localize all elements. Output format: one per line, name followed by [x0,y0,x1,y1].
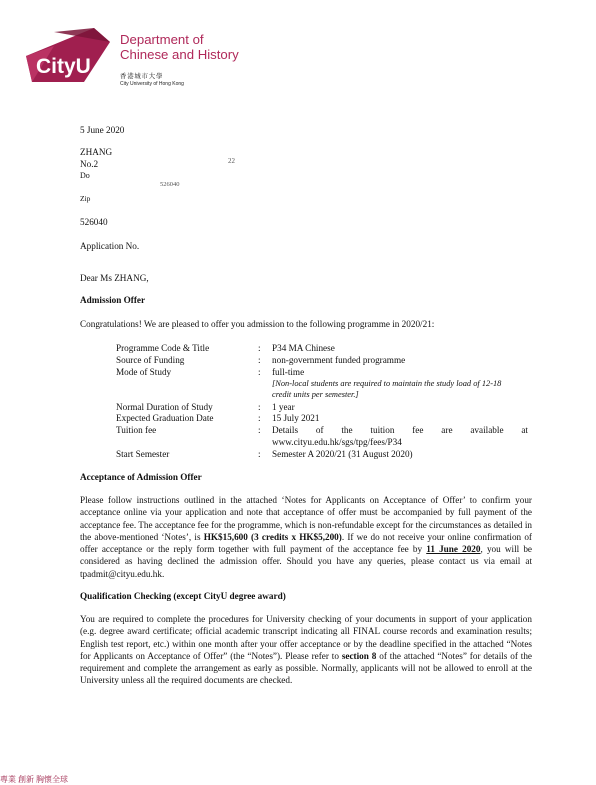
intro-text: Congratulations! We are pleased to offer you admission to the following programme in 2020/21: [80,319,435,329]
salutation: Dear Ms ZHANG, [80,273,149,283]
footer-motto: 專業 創新 胸懷全球 [0,775,68,784]
detail-colon: : [258,343,261,353]
detail-label: Mode of Study [116,367,172,377]
detail-value: 1 year [272,402,295,412]
detail-colon: : [258,402,261,412]
university-name-cn: 香港城市大學 [120,73,164,80]
department-block [120,32,239,87]
acceptance-paragraph [80,494,532,580]
detail-value: Details of the tuition fee are available at [272,425,528,435]
detail-label: Tuition fee [116,425,157,435]
qualification-text-a: You are required to complete the procedures for University checking of your documents in support of your application (e.g. degree award certificate; official academic transcript indicating all FINAL course records and examination results; English test report, etc.) within one month after your offer acceptance or by the deadline specified in the attached “Notes for Applicants on Acceptance of Offer” (the “Notes”). Please refer to [80,614,532,661]
department-line-2: Chinese and History [120,47,239,62]
address-line-1: ZHANG [80,147,113,157]
address-fragment-1: 22 [228,157,235,165]
acceptance-text-b: . If we do not receive your online confirmation of offer acceptance or the reply form together with full payment of the acceptance fee by [80,531,532,555]
detail-colon: : [258,355,261,365]
address-fragment-2: 526040 [160,181,180,188]
detail-value: full-time [272,367,305,377]
tuition-url: www.cityu.edu.hk/sgs/tpg/fees/P34 [272,437,402,447]
application-no: Application No. [80,241,140,251]
detail-colon: : [258,413,261,423]
detail-value: P34 MA Chinese [272,343,335,353]
heading-acceptance: Acceptance of Admission Offer [80,472,202,482]
address-line-5: 526040 [80,217,108,227]
qualification-paragraph [80,613,532,687]
cityu-logo [24,26,112,84]
address-line-4: Zip [80,194,91,203]
detail-value: 15 July 2021 [272,413,320,423]
heading-qualification: Qualification Checking (except CityU degree award) [80,591,286,601]
acceptance-text-c: , you will be considered as having declined the admission offer. Should you have any queries, please contact us via email at tpadmit@cityu.edu.hk. [80,544,532,579]
detail-value: Semester A 2020/21 (31 August 2020) [272,449,413,459]
acceptance-text-a: Please follow instructions outlined in the attached ‘Notes for Applicants on Acceptance of Offer’ to confirm your acceptance online via your application and note that acceptance of offer must be accompanied by full payment of the acceptance fee. The acceptance fee for the programme, which is non-refundable except for the circumstances as detailed in the above-mentioned ‘Notes’, is [80,495,532,542]
detail-label: Programme Code & Title [116,343,210,353]
detail-value: non-government funded programme [272,355,406,365]
address-line-2: No.2 [80,159,99,169]
acceptance-fee: HK$15,600 (3 credits x HK$5,200) [203,531,342,542]
detail-label: Normal Duration of Study [116,402,213,412]
acceptance-deadline: 11 June 2020 [426,544,481,555]
logo-text: CityU [36,55,91,78]
mode-note-2: credit units per semester.] [272,390,359,399]
qualification-text-b: of the attached “Notes” for details of the requirement and complete the arrangement as early as possible. Normally, applicants will not be allowed to enroll at the University unless all the required documents are checked. [80,650,533,686]
detail-colon: : [258,367,261,377]
heading-admission-offer: Admission Offer [80,295,146,305]
detail-label: Start Semester [116,449,170,459]
letter-date: 5 June 2020 [80,125,125,135]
university-name-en: City University of Hong Kong [120,81,184,87]
detail-label: Source of Funding [116,355,185,365]
department-line-1: Department of [120,32,204,47]
address-line-3: Do [80,171,90,180]
qualification-section-ref: section 8 [341,650,377,661]
mode-note-1: [Non-local students are required to maintain the study load of 12-18 [272,379,502,388]
detail-colon: : [258,425,261,435]
detail-label: Expected Graduation Date [116,413,214,423]
detail-colon: : [258,449,261,459]
